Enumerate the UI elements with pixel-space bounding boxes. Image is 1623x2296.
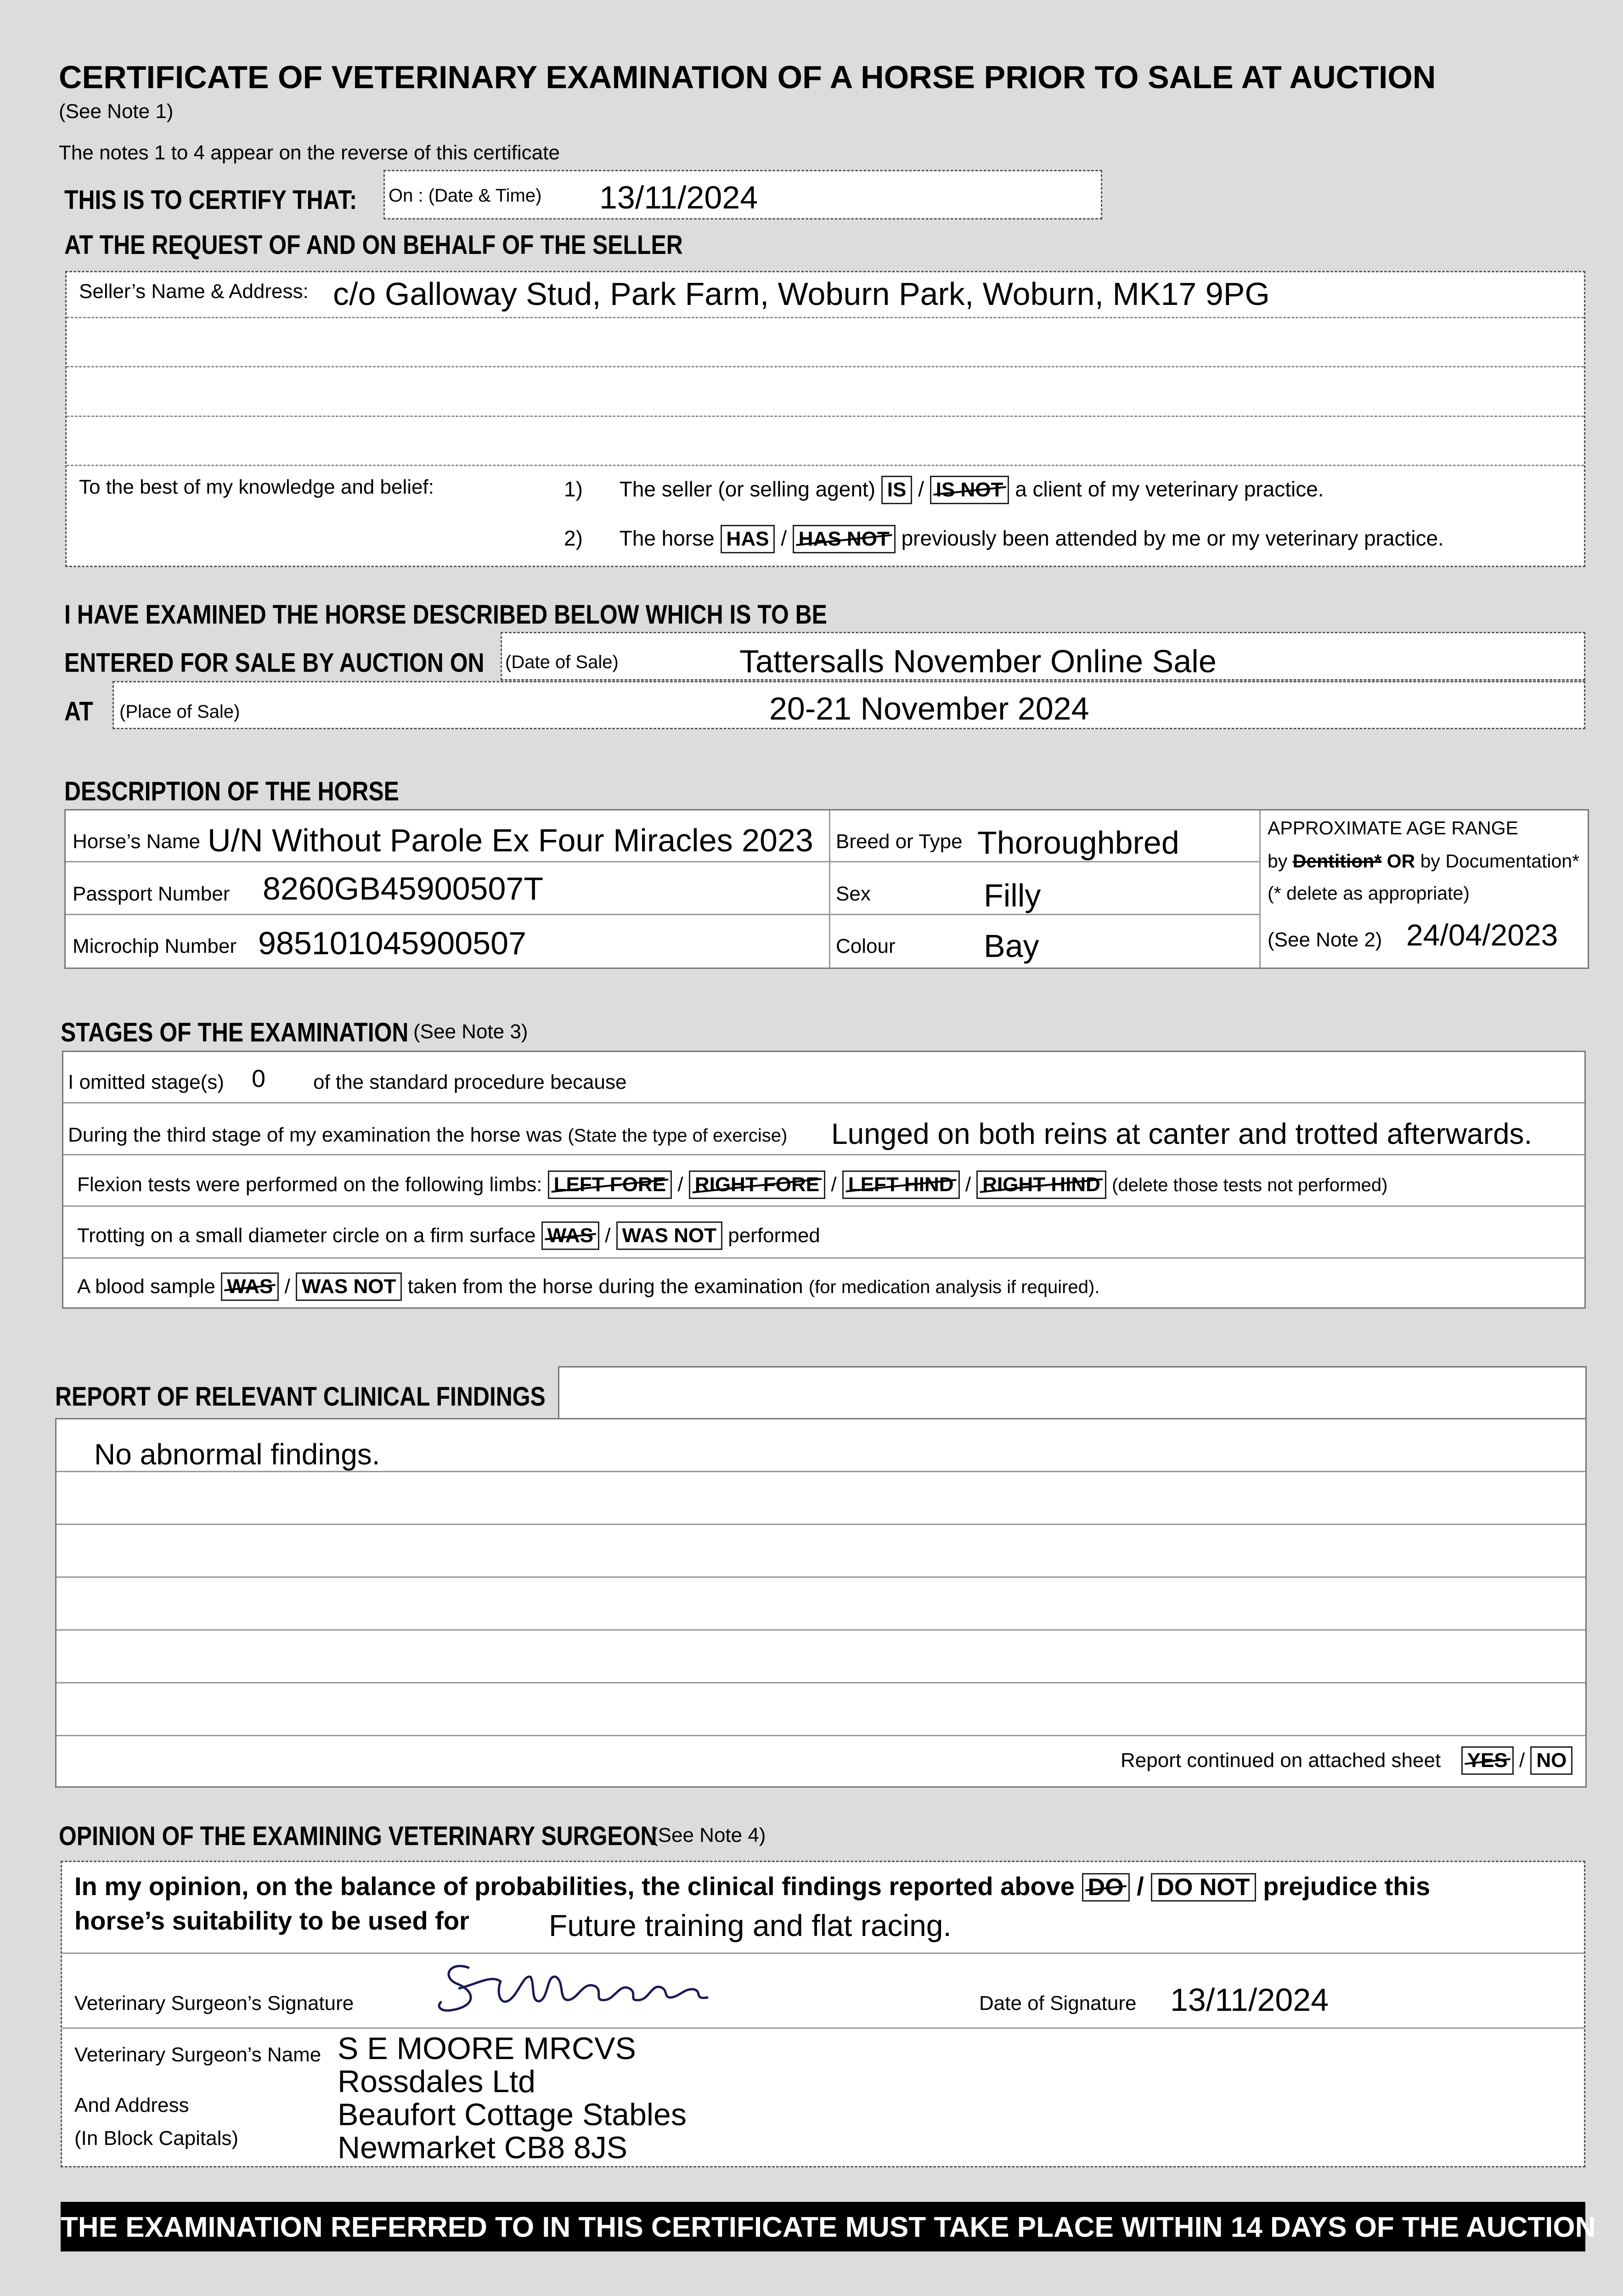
seller-box [65, 271, 1585, 567]
colour-label: Colour [836, 935, 896, 957]
blood-line: A blood sample WAS / WAS NOT taken from the horse during the examination (for medication analysis if required). [77, 1272, 1099, 1301]
signature-label: Veterinary Surgeon’s Signature [74, 1992, 354, 2015]
opinion-do-not-option[interactable]: DO NOT [1151, 1873, 1256, 1902]
blood-was-option[interactable]: WAS [221, 1272, 279, 1301]
breed-value[interactable]: Thoroughbred [977, 825, 1179, 861]
third-stage-pre: During the third stage of my examination the horse was (State the type of exercise) [68, 1124, 788, 1146]
horse-has-option[interactable]: HAS [721, 525, 775, 553]
flex-left-fore[interactable]: LEFT FORE [548, 1171, 672, 1199]
opinion-section-title: OPINION OF THE EXAMINING VETERINARY SURGEON [59, 1821, 657, 1851]
age-title: APPROXIMATE AGE RANGE [1268, 817, 1519, 838]
block-capitals-label: (In Block Capitals) [74, 2127, 239, 2150]
age-delete-note: (* delete as appropriate) [1268, 883, 1470, 904]
footer-text: THE EXAMINATION REFERRED TO IN THIS CERTIFICATE MUST TAKE PLACE WITHIN 14 DAYS OF THE AUCTION [61, 2212, 1596, 2243]
findings-box [55, 1418, 1587, 1788]
surgeon-address-label: And Address [74, 2094, 189, 2116]
place-of-sale-label: (Place of Sale) [119, 702, 240, 722]
opinion-text-line-1: In my opinion, on the balance of probabilities, the clinical findings reported above DO / DO NOT prejudice this [74, 1872, 1431, 1901]
trot-was-not-option[interactable]: WAS NOT [616, 1221, 722, 1250]
signature-image [432, 1956, 726, 2020]
sale-line-1: I HAVE EXAMINED THE HORSE DESCRIBED BELOW WHICH IS TO BE [64, 600, 827, 630]
client-is-option[interactable]: IS [881, 476, 913, 504]
age-dentition-struck[interactable]: Dentition* [1292, 850, 1382, 872]
surgeon-name-line-1[interactable]: S E MOORE MRCVS [338, 2031, 636, 2066]
surgeon-name-line-2[interactable]: Rossdales Ltd [338, 2064, 535, 2099]
passport-value[interactable]: 8260GB45900507T [263, 871, 544, 906]
sex-value[interactable]: Filly [984, 878, 1041, 913]
flex-left-hind[interactable]: LEFT HIND [842, 1171, 960, 1199]
request-line: AT THE REQUEST OF AND ON BEHALF OF THE SELLER [64, 230, 683, 260]
date-time-label: On : (Date & Time) [389, 186, 542, 206]
age-method-line: by Dentition* OR by Documentation* [1268, 850, 1580, 872]
certificate-title: CERTIFICATE OF VETERINARY EXAMINATION OF A HORSE PRIOR TO SALE AT AUCTION [59, 59, 1436, 95]
opinion-do-option[interactable]: DO [1082, 1873, 1130, 1902]
findings-value[interactable]: No abnormal findings. [94, 1438, 380, 1471]
continued-no-option[interactable]: NO [1530, 1746, 1572, 1775]
stages-see-note: (See Note 3) [413, 1020, 528, 1043]
trot-was-option[interactable]: WAS [541, 1221, 599, 1250]
client-is-not-option[interactable]: IS NOT [930, 476, 1009, 504]
date-of-signature-label: Date of Signature [979, 1992, 1137, 2015]
surgeon-name-line-4[interactable]: Newmarket CB8 8JS [338, 2130, 628, 2165]
see-note-1: (See Note 1) [59, 100, 174, 123]
certify-label: THIS IS TO CERTIFY THAT: [64, 185, 357, 215]
flexion-line: Flexion tests were performed on the following limbs: LEFT FORE / RIGHT FORE / LEFT HIND / RIGHT HIND (delete those tests not performed) [77, 1171, 1387, 1199]
colour-value[interactable]: Bay [984, 928, 1039, 964]
breed-label: Breed or Type [836, 830, 963, 853]
horse-name-value[interactable]: U/N Without Parole Ex Four Miracles 2023 [208, 822, 813, 858]
blood-was-not-option[interactable]: WAS NOT [296, 1272, 402, 1301]
horse-section-title: DESCRIPTION OF THE HORSE [64, 777, 399, 806]
horse-has-not-option[interactable]: HAS NOT [793, 525, 896, 553]
opinion-use-value[interactable]: Future training and flat racing. [549, 1908, 952, 1942]
date-of-signature-value[interactable]: 13/11/2024 [1170, 1982, 1329, 2018]
notes-line: The notes 1 to 4 appear on the reverse of this certificate [59, 141, 560, 164]
seller-item-2: 2) The horse HAS / HAS NOT previously been attended by me or my veterinary practice. [564, 525, 1444, 553]
stages-section-title: STAGES OF THE EXAMINATION [61, 1018, 409, 1047]
microchip-label: Microchip Number [73, 935, 237, 957]
knowledge-label: To the best of my knowledge and belief: [79, 476, 434, 498]
trotting-line: Trotting on a small diameter circle on a firm surface WAS / WAS NOT performed [77, 1221, 820, 1250]
seller-value[interactable]: c/o Galloway Stud, Park Farm, Woburn Park, Woburn, MK17 9PG [333, 276, 1270, 312]
opinion-text-line-2: horse’s suitability to be used for [74, 1906, 469, 1935]
at-label: AT [64, 697, 93, 726]
findings-title-box [558, 1366, 1587, 1419]
opinion-see-note: (See Note 4) [651, 1824, 766, 1846]
surgeon-name-line-3[interactable]: Beaufort Cottage Stables [338, 2097, 687, 2132]
microchip-value[interactable]: 985101045900507 [258, 925, 526, 961]
continued-yes-option[interactable]: YES [1461, 1746, 1514, 1775]
omitted-pre: I omitted stage(s) [68, 1071, 224, 1093]
seller-item-1: 1) The seller (or selling agent) IS / IS NOT a client of my veterinary practice. [564, 476, 1324, 504]
seller-label: Seller’s Name & Address: [79, 280, 309, 303]
sex-label: Sex [836, 883, 871, 905]
omitted-value[interactable]: 0 [252, 1065, 266, 1092]
findings-continued: Report continued on attached sheet YES / NO [1121, 1746, 1572, 1775]
surgeon-name-label: Veterinary Surgeon’s Name [74, 2043, 321, 2066]
horse-name-label: Horse’s Name [73, 830, 200, 853]
place-of-sale-value[interactable]: 20-21 November 2024 [769, 691, 1089, 726]
date-of-sale-label: (Date of Sale) [505, 652, 619, 672]
sale-line-2: ENTERED FOR SALE BY AUCTION ON [64, 648, 485, 678]
date-time-value[interactable]: 13/11/2024 [599, 180, 758, 215]
third-stage-value[interactable]: Lunged on both reins at canter and trotted afterwards. [831, 1117, 1533, 1150]
flex-right-fore[interactable]: RIGHT FORE [689, 1171, 825, 1199]
age-see-note: (See Note 2) [1268, 929, 1382, 951]
passport-label: Passport Number [73, 883, 230, 905]
flex-right-hind[interactable]: RIGHT HIND [976, 1171, 1106, 1199]
date-of-sale-value[interactable]: Tattersalls November Online Sale [739, 643, 1217, 679]
findings-section-title: REPORT OF RELEVANT CLINICAL FINDINGS [55, 1382, 546, 1412]
omitted-post: of the standard procedure because [313, 1071, 627, 1093]
age-value[interactable]: 24/04/2023 [1406, 918, 1558, 952]
